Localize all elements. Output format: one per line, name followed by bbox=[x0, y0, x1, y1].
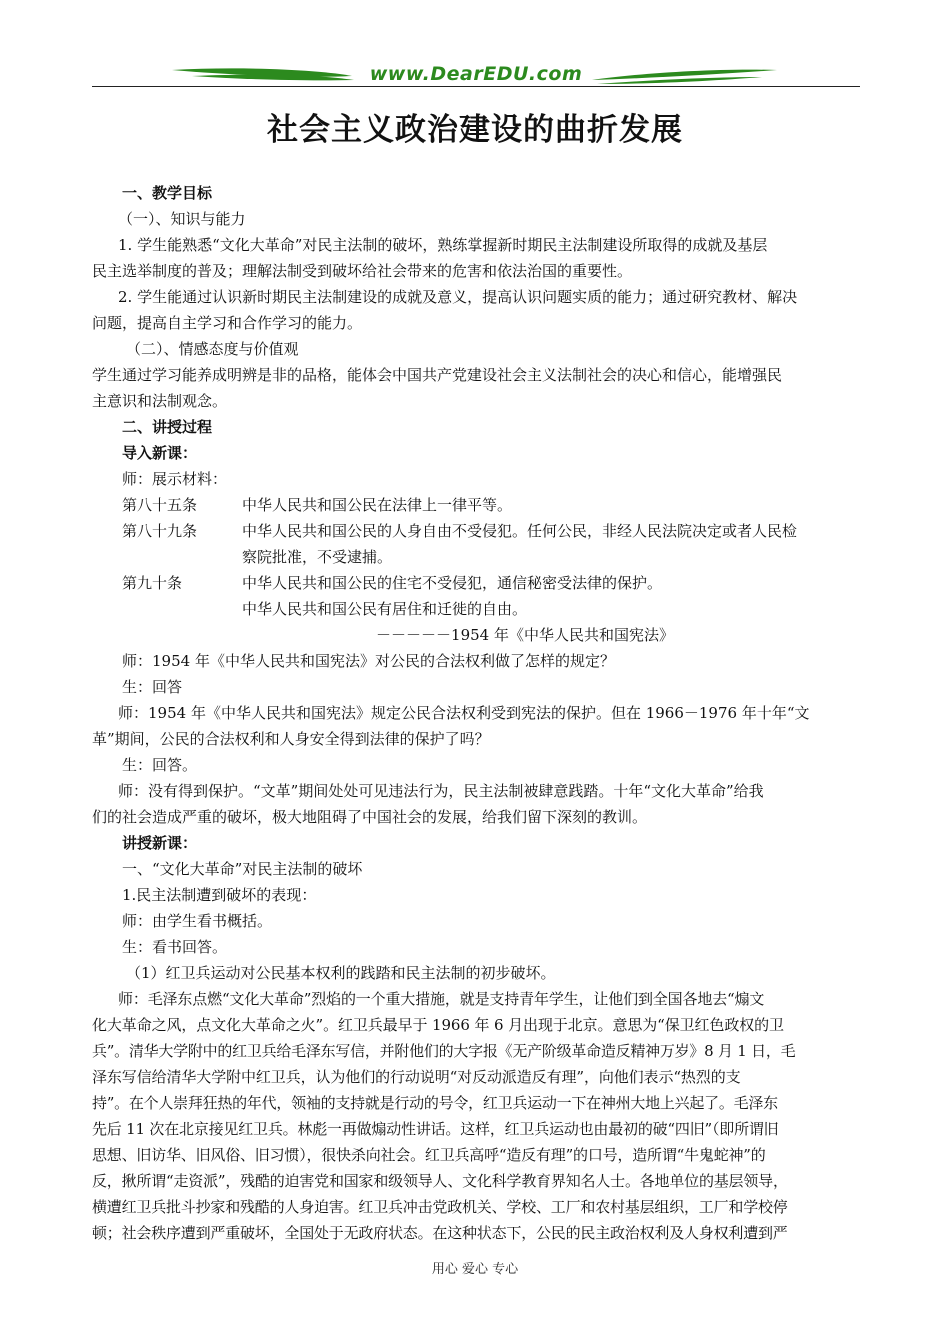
article-number: 第八十九条 bbox=[122, 522, 198, 540]
article-text: 中华人民共和国公民的人身自由不受侵犯。任何公民，非经人民法院决定或者人民检 bbox=[242, 522, 798, 540]
article-text: 中华人民共和国公民的住宅不受侵犯，通信秘密受法律的保护。 bbox=[242, 574, 663, 592]
narrative-line: 横遭红卫兵批斗抄家和残酷的人身迫害。红卫兵冲击党政机关、学校、工厂和农村基层组织，工厂和学校停 bbox=[92, 1198, 788, 1216]
teacher-question-1: 师：1954 年《中华人民共和国宪法》对公民的合法权利做了怎样的规定？ bbox=[122, 652, 615, 670]
teacher-statement-line-2: 们的社会造成严重的破坏，极大地阻碍了中国社会的发展，给我们留下深刻的教训。 bbox=[92, 808, 648, 826]
narrative-line: 顿；社会秩序遭到严重破坏，全国处于无政府状态。在这种状态下，公民的民主政治权利及人身权利遭到严 bbox=[92, 1224, 788, 1242]
constitution-article bbox=[122, 492, 862, 518]
student-reading: 生：看书回答。 bbox=[122, 938, 228, 956]
new-lesson-heading: 讲授新课： bbox=[122, 834, 198, 852]
narrative-line: 化大革命之风，点文化大革命之火”。红卫兵最早于 1966 年 6 月出现于北京。意思为“保卫红色政权的卫 bbox=[92, 1016, 784, 1034]
section-heading-objectives: 一、教学目标 bbox=[122, 184, 213, 202]
page-title: 社会主义政治建设的曲折发展 bbox=[267, 112, 683, 148]
constitution-article bbox=[122, 518, 862, 570]
teacher-instruction: 师：由学生看书概括。 bbox=[122, 912, 273, 930]
point-1: 1.民主法制遭到破坏的表现： bbox=[122, 886, 317, 904]
subpoint-1: （1）红卫兵运动对公民基本权利的践踏和民主法制的初步破坏。 bbox=[126, 964, 556, 982]
narrative-line: 思想、旧访华、旧风俗、旧习惯），很快杀向社会。红卫兵高呼“造反有理”的口号，造所谓“牛鬼蛇神”的 bbox=[92, 1146, 766, 1164]
objective-2-line-2: 问题，提高自主学习和合作学习的能力。 bbox=[92, 314, 363, 332]
narrative-line: 反，揪所谓“走资派”，残酷的迫害党和国家和级领导人、文化科学教育界知名人士。各地单位的基层领导， bbox=[92, 1172, 788, 1190]
article-number: 第九十条 bbox=[122, 574, 183, 592]
page-footer: 用心 爱心 专心 bbox=[431, 1262, 519, 1277]
teacher-question-2-line-1: 师：1954 年《中华人民共和国宪法》规定公民合法权利受到宪法的保护。但在 1966－1976 年十年“文 bbox=[118, 704, 810, 722]
narrative-line: 兵”。清华大学附中的红卫兵给毛泽东写信，并附他们的大字报《无产阶级革命造反精神万岁》8 月 1 日，毛 bbox=[92, 1042, 796, 1060]
intro-heading: 导入新课： bbox=[122, 444, 198, 462]
teacher-statement-line-1: 师：没有得到保护。“文革”期间处处可见违法行为，民主法制被肆意践踏。十年“文化大革命”给我 bbox=[118, 782, 764, 800]
section-heading-process: 二、讲授过程 bbox=[122, 418, 213, 436]
teacher-question-2-line-2: 革”期间，公民的合法权利和人身安全得到法律的保护了吗？ bbox=[92, 730, 490, 748]
part-1-heading: 一、“文化大革命”对民主法制的破坏 bbox=[122, 860, 363, 878]
narrative-line: 师：毛泽东点燃“文化大革命”烈焰的一个重大措施，就是支持青年学生，让他们到全国各地去“煽文 bbox=[118, 990, 765, 1008]
teacher-show-material: 师：展示材料： bbox=[122, 470, 228, 488]
article-text: 中华人民共和国公民在法律上一律平等。 bbox=[242, 496, 513, 514]
subheading-knowledge: （一）、知识与能力 bbox=[118, 210, 246, 228]
article-text: 中华人民共和国公民有居住和迁徙的自由。 bbox=[242, 600, 528, 618]
student-answer-2: 生：回答。 bbox=[122, 756, 198, 774]
narrative-line: 泽东写信给清华大学附中红卫兵，认为他们的行动说明“对反动派造反有理”，向他们表示“热烈的支 bbox=[92, 1068, 741, 1086]
attitude-line-2: 主意识和法制观念。 bbox=[92, 392, 228, 410]
constitution-source: －－－－－1954 年《中华人民共和国宪法》 bbox=[376, 626, 674, 644]
constitution-article bbox=[122, 570, 862, 622]
subheading-attitude: （二）、情感态度与价值观 bbox=[126, 340, 299, 358]
document-body bbox=[92, 180, 862, 1246]
student-answer-1: 生：回答 bbox=[122, 678, 183, 696]
objective-2-line-1: 2. 学生能通过认识新时期民主法制建设的成就及意义，提高认识问题实质的能力；通过研究教材、解决 bbox=[118, 288, 798, 306]
objective-1-line-1: 1. 学生能熟悉“文化大革命”对民主法制的破坏，熟练掌握新时期民主法制建设所取得的成就及基层 bbox=[118, 236, 768, 254]
article-text: 察院批准，不受逮捕。 bbox=[242, 548, 393, 566]
attitude-line-1: 学生通过学习能养成明辨是非的品格，能体会中国共产党建设社会主义法制社会的决心和信心，能增强民 bbox=[92, 366, 783, 384]
objective-1-line-2: 民主选举制度的普及；理解法制受到破坏给社会带来的危害和依法治国的重要性。 bbox=[92, 262, 633, 280]
article-number: 第八十五条 bbox=[122, 496, 198, 514]
narrative-line: 持”。在个人崇拜狂热的年代，领袖的支持就是行动的号令，红卫兵运动一下在神州大地上兴起了。毛泽东 bbox=[92, 1094, 778, 1112]
header-rule bbox=[92, 86, 860, 87]
narrative-line: 先后 11 次在北京接见红卫兵。林彪一再做煽动性讲话。这样，红卫兵运动也由最初的破“四旧”（即所谓旧 bbox=[92, 1120, 779, 1138]
site-url: www.DearEDU.com bbox=[369, 63, 583, 85]
